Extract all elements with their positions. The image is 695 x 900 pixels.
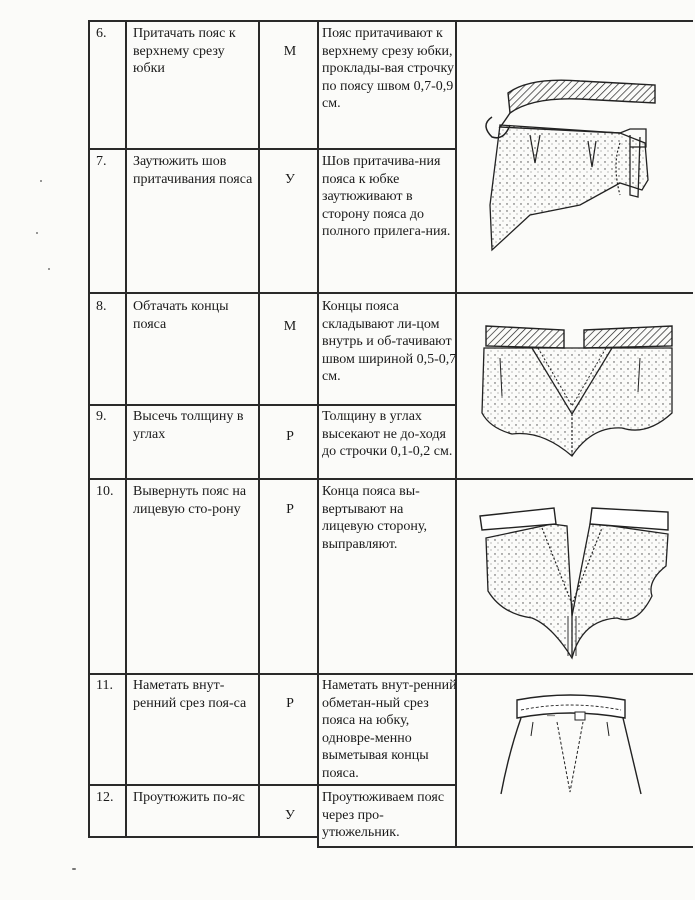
scan-speck: [36, 232, 38, 234]
equipment-code: Р: [286, 502, 294, 517]
row-number: 12.: [96, 790, 114, 805]
column-divider-1: [125, 20, 127, 837]
operation-description: Проутюживаем пояс через про-утюжельник.: [322, 790, 445, 840]
row-divider-top: [88, 20, 693, 22]
scan-speck: [40, 180, 42, 182]
table-border-left: [88, 20, 90, 837]
row-number: 6.: [96, 26, 107, 41]
operation-name: Высечь толщину в углах: [133, 409, 244, 442]
row-number: 8.: [96, 299, 107, 314]
row-number: 10.: [96, 484, 114, 499]
waistband-ends-stitched-sketch: [472, 318, 682, 468]
row-number: 9.: [96, 409, 107, 424]
operation-description: Концы пояса складывают ли-цом внутрь и об-тачивают швом шириной 0,5-0,7 см.: [322, 299, 457, 384]
row-number: 11.: [96, 678, 113, 693]
operation-description: Конца пояса вы-вертывают на лицевую сторону, выправляют.: [322, 484, 428, 552]
scan-speck: [72, 868, 76, 870]
equipment-code: У: [285, 808, 295, 823]
operation-description: Шов притачива-ния пояса к юбке заутюживают в сторону пояса до полного прилега-ния.: [322, 154, 451, 239]
row-divider-8-9: [88, 404, 456, 406]
scan-speck: [48, 268, 50, 270]
row-divider-11-12: [88, 784, 456, 786]
operation-description: Толщину в углах высекают не до-ходя до строчки 0,1-0,2 см.: [322, 409, 453, 459]
row-divider-6-7: [88, 148, 456, 150]
operation-name: Вывернуть пояс на лицевую сто-рону: [133, 484, 247, 517]
equipment-code: У: [285, 172, 295, 187]
waistband-basted-sketch: [495, 692, 645, 802]
operation-name: Наметать внут-ренний срез поя-са: [133, 678, 247, 711]
equipment-code: М: [283, 319, 297, 334]
equipment-code: Р: [286, 696, 294, 711]
operation-description: Наметать внут-ренний обметан-ный срез пояса на юбку, одновре-менно выметывая концы пояса.: [322, 678, 457, 781]
waistband-attached-sketch: [470, 55, 675, 260]
svg-text:—: —: [547, 711, 555, 720]
equipment-code: Р: [286, 429, 294, 444]
operation-description: Пояс притачивают к верхнему срезу юбки, проклады-вая строчку по поясу швом 0,7-0,9 см.: [322, 26, 455, 111]
operation-name: Притачать пояс к верхнему срезу юбки: [133, 26, 236, 76]
row-number: 7.: [96, 154, 107, 169]
column-divider-2: [258, 20, 260, 837]
row-divider-bottom: [88, 836, 318, 838]
row-divider-10-11: [88, 673, 693, 675]
equipment-code: М: [283, 44, 297, 59]
row-divider-7-8: [88, 292, 693, 294]
operation-name: Заутюжить шов притачивания пояса: [133, 154, 253, 187]
row-divider-9-10: [88, 478, 693, 480]
waistband-turned-out-sketch: [472, 496, 682, 666]
operation-name: Обтачать концы пояса: [133, 299, 229, 332]
row-divider-bottom-right: [317, 846, 693, 848]
operation-name: Проутюжить по-яс: [133, 790, 245, 805]
column-divider-3: [317, 20, 319, 847]
